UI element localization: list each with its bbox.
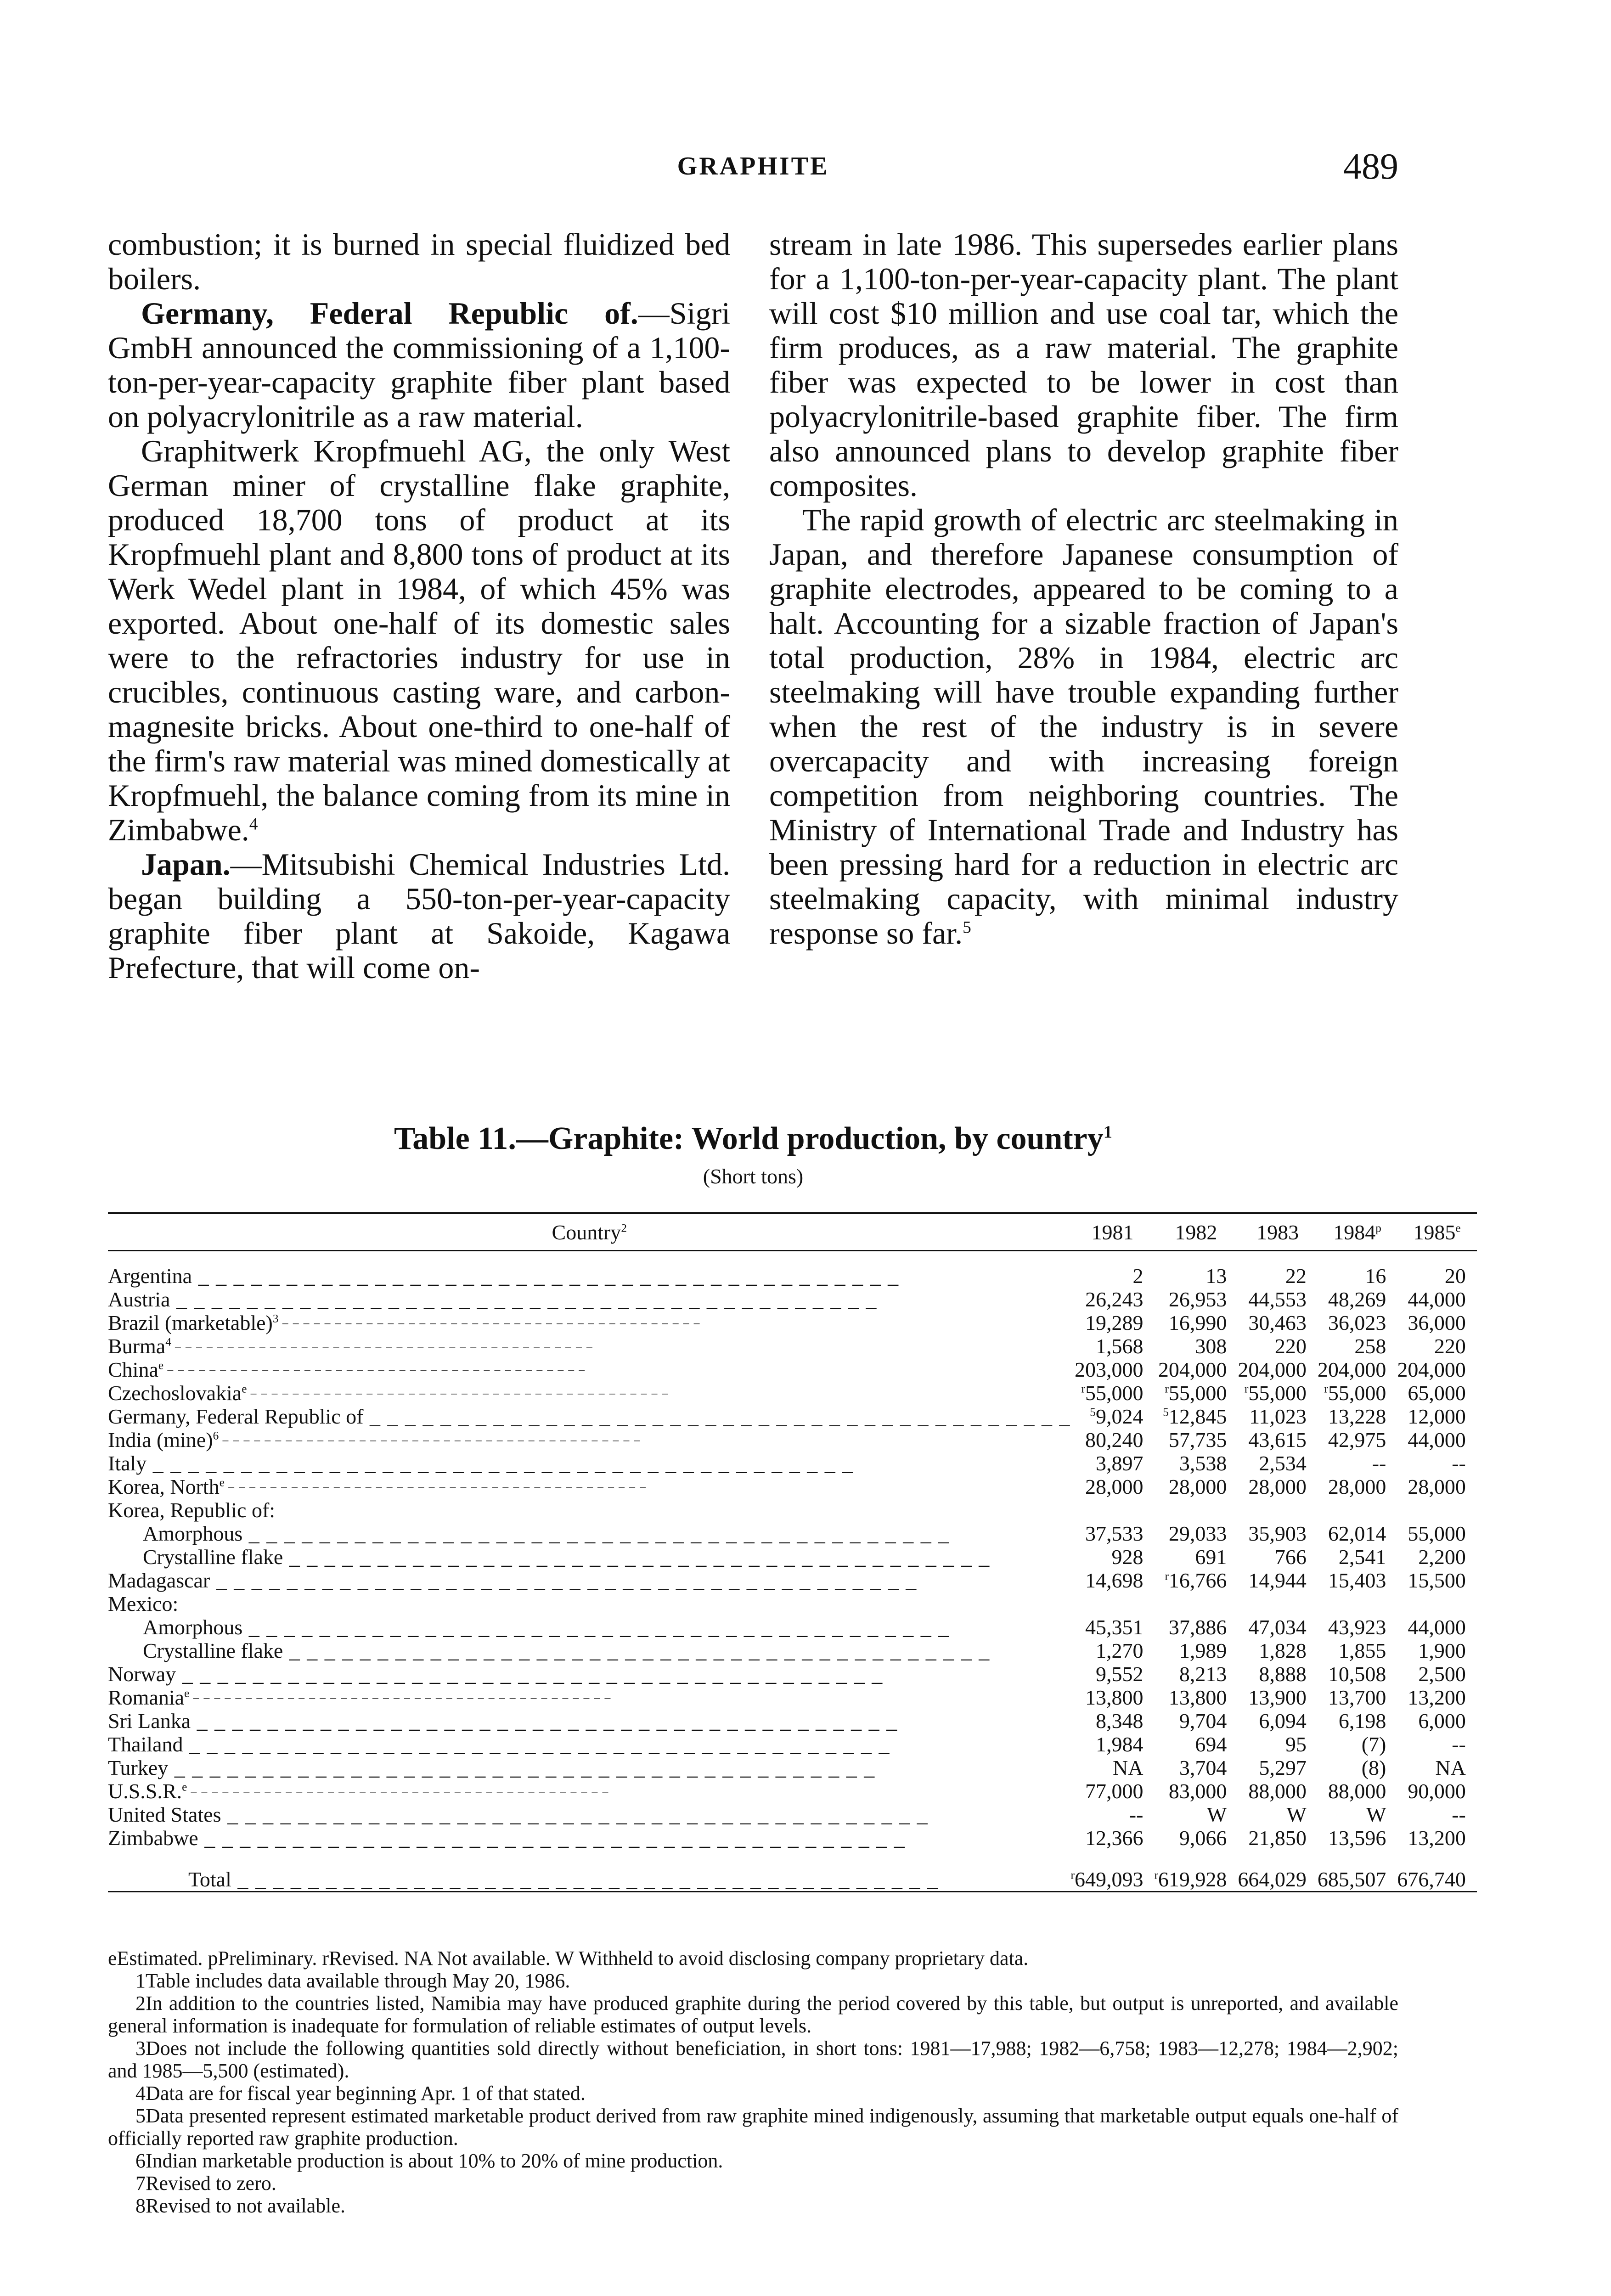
footnote: 6Indian marketable production is about 10% to 20% of mine production.	[135, 2150, 723, 2172]
paragraph-text: —Mitsubishi Chemical Industries Ltd. began building a 550-ton-per-year-capacity graphite fiber plant at Sakoide, Kagawa Prefecture, that will come on-	[108, 847, 730, 985]
table-units: (Short tons)	[703, 1165, 804, 1188]
column-header-1982: 1982	[1175, 1220, 1217, 1244]
table-title: Table 11.—Graphite: World production, by country$^1$	[394, 1121, 1113, 1156]
table-row: Sri Lanka _ _ _ 8,348 9,704 6,094 6,198 6,000	[108, 1709, 1477, 1733]
table-row: Austria _ _ _ 26,243 26,953 44,553 48,269 44,000	[108, 1288, 1477, 1311]
footnote-ref: 1	[1103, 1122, 1113, 1142]
column-header-1981: 1981	[1091, 1220, 1134, 1244]
table-row: Norway _ _ _ 9,552 8,213 8,888 10,508 2,500	[108, 1662, 1477, 1686]
table-group-row: Mexico:	[108, 1592, 179, 1615]
page-number: 489	[1343, 146, 1398, 187]
table-row: China$^e$ _ _ _ 203,000 204,000 204,000 204,000 204,000	[108, 1358, 1477, 1381]
footnote: 5Data presented represent estimated marketable product derived from raw graphite mined indigenously, assuming that marketable output equals one-half of officially reported raw graphite production.	[108, 2105, 1398, 2150]
paragraph: combustion; it is burned in special fluidized bed boilers.	[108, 227, 730, 296]
footnote: 8Revised to not available.	[135, 2195, 345, 2217]
footnote-legend: eEstimated. pPreliminary. rRevised. NA Not available. W Withheld to avoid disclosing company proprietary data.	[108, 1947, 1029, 1970]
running-head	[108, 146, 1398, 187]
table-group-row: Korea, Republic of:	[108, 1498, 276, 1522]
footnote-ref: 5	[963, 918, 971, 937]
table-row: Germany, Federal Republic of _ _ _ $^5$9,024 $^5$12,845 11,023 13,228 12,000	[108, 1405, 1477, 1428]
footnote: 7Revised to zero.	[135, 2172, 276, 2195]
section-heading: Japan.	[141, 847, 231, 882]
paragraph	[108, 434, 730, 847]
footnote: 2In addition to the countries listed, Namibia may have produced graphite during the period covered by this table, but output is unreported, and available general information is inadequate for formulation of reliable estimates of output levels.	[108, 1992, 1398, 2037]
table-row: Korea, North$^e$ _ _ _ 28,000 28,000 28,000 28,000 28,000	[108, 1475, 1477, 1498]
column-header-1984: 1984$^p$	[1333, 1220, 1381, 1244]
paragraph	[769, 503, 1398, 951]
paragraph-text: —Sigri GmbH announced the commissioning of a 1,100-ton-per-year-capacity graphite fiber plant based on polyacrylonitrile as a raw material.	[108, 296, 730, 434]
table-row: Crystalline flake _ _ _ 928 691 766 2,541 2,200	[108, 1545, 1477, 1569]
table-total-row: Total _ _ _ $^r$649,093 $^r$619,928 664,029 685,507 676,740	[108, 1850, 1477, 1892]
table-row: Thailand _ _ _ 1,984 694 95 (7) --	[108, 1733, 1477, 1756]
table-row: Burma$^4$ _ _ _ 1,568 308 220 258 220	[108, 1334, 1477, 1358]
table-row: Turkey _ _ _ NA 3,704 5,297 (8) NA	[108, 1756, 1477, 1779]
paragraph-text: The rapid growth of electric arc steelmaking in Japan, and therefore Japanese consumption of graphite electrodes, appeared to be coming to a halt. Accounting for a sizable fraction of Japan's total production, 28% in 1984, electric arc steelmaking will have trouble expanding further when the rest of the industry is in severe overcapacity and with increasing foreign competition from neighboring countries. The Ministry of International Trade and Industry has been pressing hard for a reduction in electric arc steelmaking capacity, with minimal industry response so far.	[769, 502, 1398, 951]
left-column	[108, 227, 730, 985]
table-row: Madagascar _ _ _ 14,698 $^r$16,766 14,944 15,403 15,500	[108, 1569, 1477, 1592]
footnote: 1Table includes data available through May 20, 1986.	[135, 1970, 570, 1992]
table-header-row	[108, 1213, 1477, 1251]
section-heading: Germany, Federal Republic of.	[141, 296, 638, 331]
table-row: Czechoslovakia$^e$ _ _ _ $^r$55,000 $^r$55,000 $^r$55,000 $^r$55,000 65,000	[108, 1381, 1477, 1405]
column-header-1985: 1985e	[1413, 1220, 1461, 1244]
table-row: U.S.S.R.$^e$ _ _ _ 77,000 83,000 88,000 88,000 90,000	[108, 1779, 1477, 1803]
table-row: Crystalline flake _ _ _ 1,270 1,989 1,828 1,855 1,900	[108, 1639, 1477, 1662]
table-footnotes	[108, 1947, 1398, 2217]
right-column	[769, 227, 1398, 951]
column-header-country: Country$^2$	[552, 1220, 627, 1244]
paragraph: stream in late 1986. This supersedes earlier plans for a 1,100-ton-per-year-capacity plant. The plant will cost $10 million and use coal tar, which the firm produces, as a raw material. The graphite fiber was expected to be lower in cost than polyacrylonitrile-based graphite fiber. The firm also announced plans to develop graphite fiber composites.	[769, 227, 1398, 503]
footnote: 4Data are for fiscal year beginning Apr. 1 of that stated.	[135, 2082, 586, 2105]
table-row: Amorphous _ _ _ 45,351 37,886 47,034 43,923 44,000	[108, 1615, 1477, 1639]
paragraph	[108, 847, 730, 985]
column-header-1983: 1983	[1256, 1220, 1299, 1244]
table-row: India $(\min e)^6$ _ _ _ 80,240 57,735 43,615 42,975 44,000	[108, 1428, 1477, 1452]
table-row: Zimbabwe _ _ _ 12,366 9,066 21,850 13,596 13,200	[108, 1826, 1477, 1850]
paragraph	[108, 296, 730, 434]
production-table	[108, 1212, 1477, 1892]
table-row: Argentina _ _ _ 2 13 22 16 20	[108, 1264, 1477, 1288]
paragraph-text: Graphitwerk Kropfmuehl AG, the only West German miner of crystalline flake graphite, produced 18,700 tons of product at its Kropfmuehl plant and 8,800 tons of product at its Werk Wedel plant in 1984, of which 45% was exported. About one-half of its domestic sales were to the refractories industry for use in crucibles, continuous casting ware, and carbon-magnesite bricks. About one-third to one-half of the firm's raw material was mined domestically at Kropfmuehl, the balance coming from its mine in Zimbabwe.	[108, 433, 730, 847]
table-row: United States _ _ _ -- W W W --	[108, 1803, 1477, 1826]
footnote-ref: 4	[249, 815, 258, 834]
table-row: Brazil (marketable)$^3$ _ _ _ 19,289 16,990 30,463 36,023 36,000	[108, 1311, 1477, 1334]
table-row: Romania$^e$ _ _ _ 13,800 13,800 13,900 13,700 13,200	[108, 1686, 1477, 1709]
table-row: Amorphous _ _ _ 37,533 29,033 35,903 62,014 55,000	[108, 1522, 1477, 1545]
running-title: GRAPHITE	[677, 152, 829, 180]
table-row: Italy _ _ _ 3,897 3,538 2,534 -- --	[108, 1452, 1477, 1475]
footnote: 3Does not include the following quantities sold directly without beneficiation, in short tons: 1981—17,988; 1982—6,758; 1983—12,278; 1984—2,902; and 1985—5,500 (estimated).	[108, 2037, 1398, 2082]
